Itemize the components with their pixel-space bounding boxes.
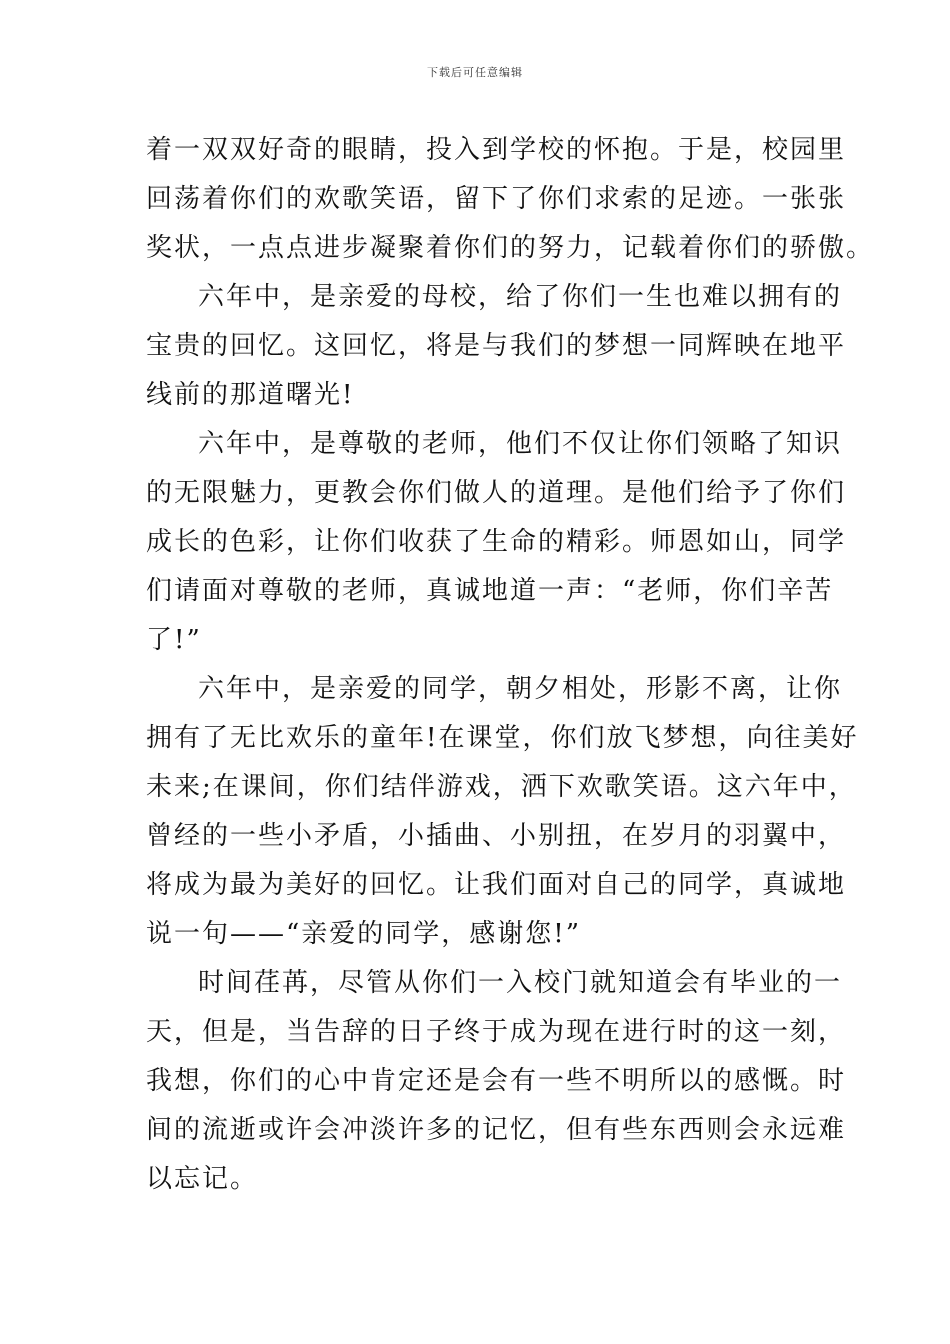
text-line: 线前的那道曙光!: [146, 380, 355, 410]
text-line: 们请面对尊敬的老师，真诚地道一声：“老师，你们辛苦: [146, 576, 834, 606]
text-line: 间的流逝或许会冲淡许多的记忆，但有些东西则会永远难: [146, 1115, 847, 1145]
text-line: 天，但是，当告辞的日子终于成为现在进行时的这一刻，: [146, 1017, 847, 1047]
document-body: [146, 126, 875, 1204]
text-line: 奖状，一点点进步凝聚着你们的努力，记载着你们的骄傲。: [146, 233, 875, 263]
text-line: 六年中，是亲爱的母校，给了你们一生也难以拥有的: [198, 282, 843, 312]
text-line: 说一句——“亲爱的同学，感谢您!”: [146, 919, 582, 949]
text-line: 宝贵的回忆。这回忆，将是与我们的梦想一同辉映在地平: [146, 331, 847, 361]
text-line: 着一双双好奇的眼睛，投入到学校的怀抱。于是，校园里: [146, 135, 847, 165]
text-line: 曾经的一些小矛盾，小插曲、小别扭，在岁月的羽翼中，: [146, 821, 847, 851]
text-line: 将成为最为美好的回忆。让我们面对自己的同学，真诚地: [146, 870, 847, 900]
text-line: 时间荏苒，尽管从你们一入校门就知道会有毕业的一: [198, 968, 843, 998]
page-header: 下载后可任意编辑: [427, 66, 523, 79]
text-line: 六年中，是尊敬的老师，他们不仅让你们领略了知识: [198, 429, 843, 459]
text-line: 六年中，是亲爱的同学，朝夕相处，形影不离，让你: [198, 674, 843, 704]
text-line: 以忘记。: [146, 1164, 259, 1194]
text-line: 拥有了无比欢乐的童年!在课堂，你们放飞梦想，向往美好: [146, 723, 859, 753]
text-line: 未来;在课间，你们结伴游戏，洒下欢歌笑语。这六年中，: [146, 772, 857, 802]
text-line: 回荡着你们的欢歌笑语，留下了你们求索的足迹。一张张: [146, 184, 847, 214]
text-line: 了!”: [146, 625, 202, 655]
text-line: 的无限魅力，更教会你们做人的道理。是他们给予了你们: [146, 478, 847, 508]
text-line: 成长的色彩，让你们收获了生命的精彩。师恩如山，同学: [146, 527, 847, 557]
text-line: 我想，你们的心中肯定还是会有一些不明所以的感慨。时: [146, 1066, 847, 1096]
